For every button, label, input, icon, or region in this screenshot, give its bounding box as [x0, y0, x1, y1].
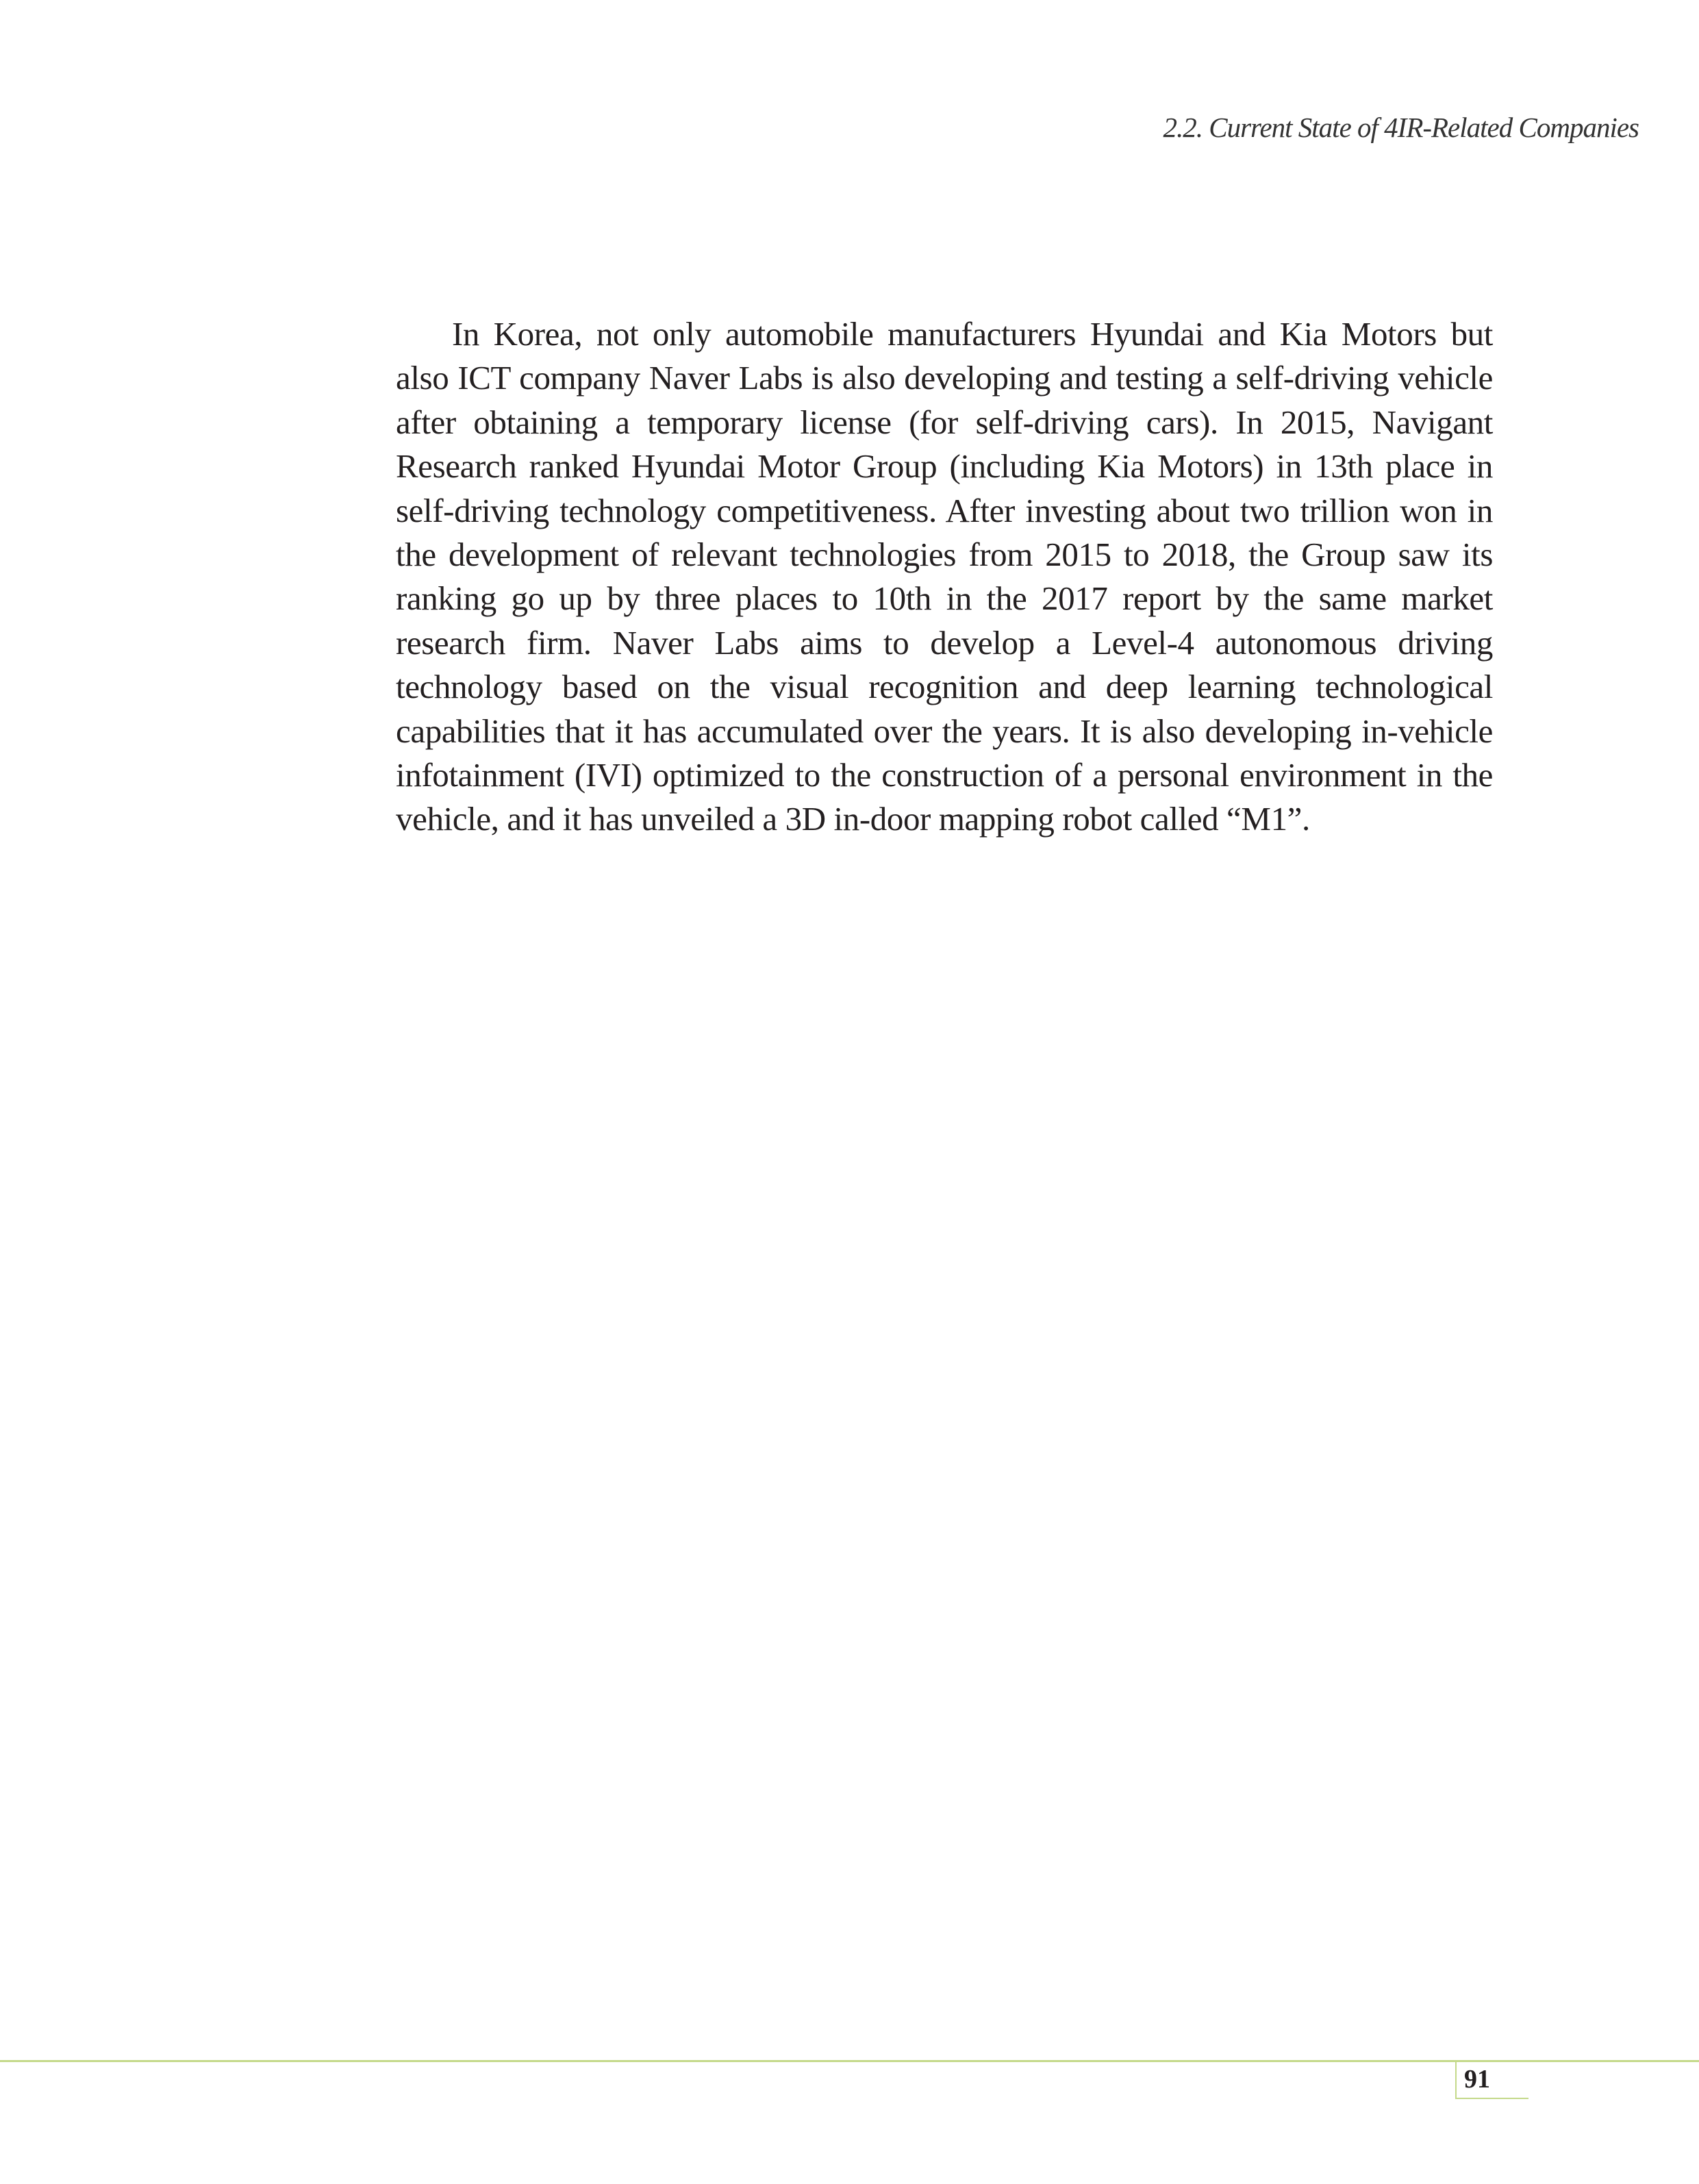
body-paragraph: In Korea, not only automobile manufacturers Hyundai and Kia Motors but also ICT company Naver Labs is also developing and testing a self-driving vehicle after obtaining a temporary license (for self-driving cars). In 2015, Navigant Research ranked Hyundai Motor Group (including Kia Motors) in 13th place in self-driving technology competitiveness. After investing about two trillion won in the development of relevant technologies from 2015 to 2018, the Group saw its ranking go up by three places to 10th in the 2017 report by the same market research firm. Naver Labs aims to develop a Level-4 autonomous driving technology based on the visual recognition and deep learning technological capabilities that it has accumulated over the years. It is also developing in-vehicle infotainment (IVI) optimized to the construction of a personal environment in the vehicle, and it has unveiled a 3D in-door mapping robot called “M1”.: [396, 315, 1493, 838]
page-number: 91: [1464, 2065, 1490, 2094]
running-header: 2.2. Current State of 4IR-Related Companies: [1163, 112, 1639, 143]
footer-rule: [0, 2060, 1699, 2062]
